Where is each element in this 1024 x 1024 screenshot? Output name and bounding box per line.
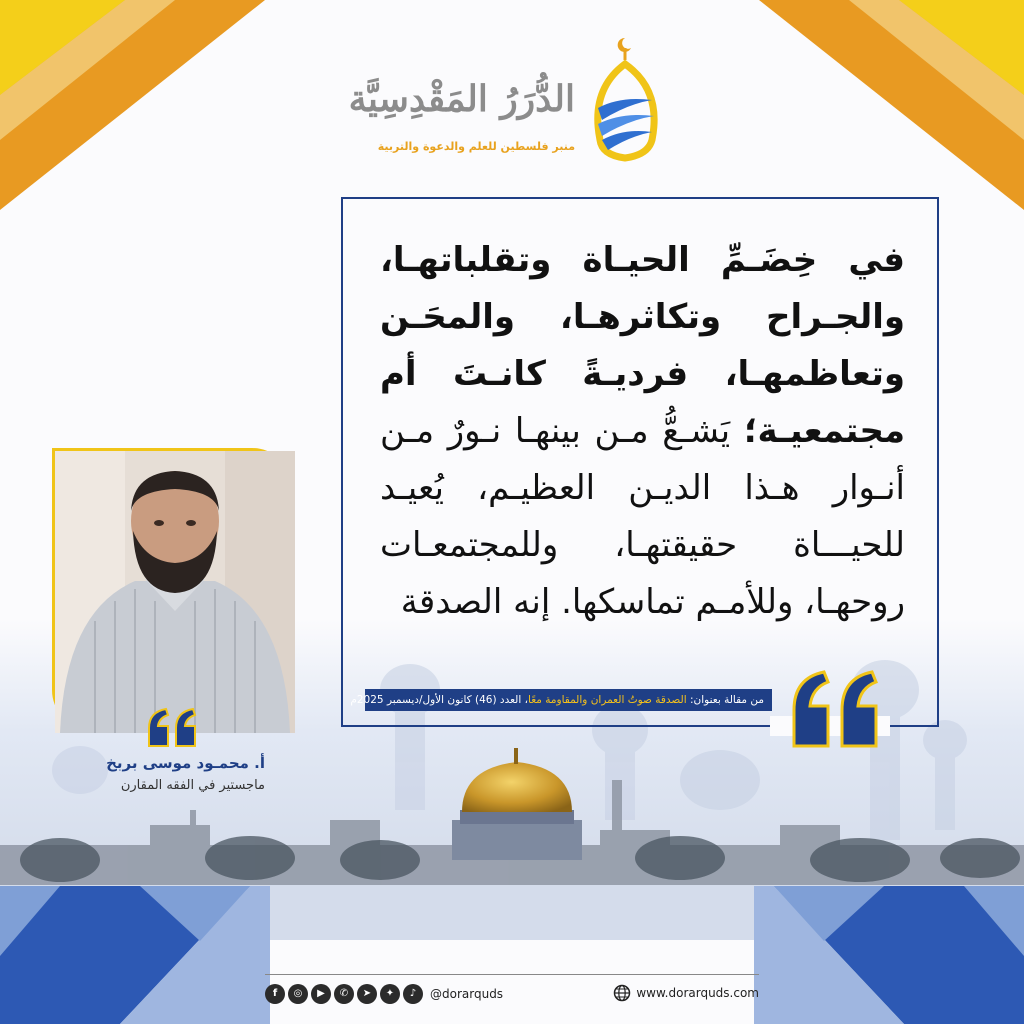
top-right-corner-decoration — [754, 0, 1024, 215]
source-prefix: من مقالة بعنوان: — [686, 694, 764, 706]
social-links — [265, 984, 503, 1004]
top-left-corner-decoration — [0, 0, 270, 215]
brand-name: الدُّرَرُ المَقْدِسِيَّة — [348, 78, 575, 120]
author-photo — [52, 448, 292, 730]
brand-tagline: منبر فلسطين للعلم والدعوة والتربية — [377, 140, 575, 153]
source-citation — [350, 689, 772, 711]
tiktok-icon[interactable]: ♪ — [403, 984, 423, 1004]
author-title: ماجستير في الفقه المقارن — [120, 778, 265, 793]
crescent-dome-logo-icon — [580, 30, 670, 170]
instagram-icon[interactable]: ◎ — [288, 984, 308, 1004]
whatsapp-icon[interactable]: ✆ — [334, 984, 354, 1004]
quote-text-regular: يَشـعُّ مـن بينهـا نـورٌ مـن أنـوار هـذا الديـن العظيـم، يُعيـد للحيـــاة حقيقتهـا، وللمجتمعـات روحهـا، وللأمـم تماسكها. إنه الصدقة — [380, 411, 905, 622]
quotation-mark-icon — [786, 664, 886, 754]
telegram-icon[interactable]: ➤ — [357, 984, 377, 1004]
author-quotation-mark-icon — [146, 706, 200, 750]
author-portrait-image — [55, 451, 295, 733]
social-handle[interactable]: @dorarquds — [430, 987, 504, 1001]
bottom-left-corner-decoration — [0, 886, 270, 1024]
bottom-right-corner-decoration — [754, 886, 1024, 1024]
website-link[interactable] — [613, 984, 759, 1002]
globe-icon — [613, 984, 631, 1002]
twitter-icon[interactable]: ✦ — [380, 984, 400, 1004]
quote-text-bold: في خِضَـمِّ الحيـاة وتقلباتهـا، والجـراح وتكاثرهـا، والمحَـن وتعاظمهـا، فرديـةً كانـتَ أم مجتمعيـة؛ — [380, 240, 905, 451]
facebook-icon[interactable]: f — [265, 984, 285, 1004]
quote-text — [380, 232, 905, 631]
source-article-title: الصدقة صوتُ العمران والمقاومة معًا — [528, 694, 687, 706]
source-issue: ، العدد (46) كانون الأول/ديسمبر 2025م — [350, 694, 529, 706]
youtube-icon[interactable]: ▶ — [311, 984, 331, 1004]
author-name: أ. محمـود موسى بربخ — [106, 754, 265, 772]
brand-logo — [348, 30, 670, 170]
website-url[interactable]: www.dorarquds.com — [636, 986, 759, 1000]
footer — [265, 974, 759, 1014]
